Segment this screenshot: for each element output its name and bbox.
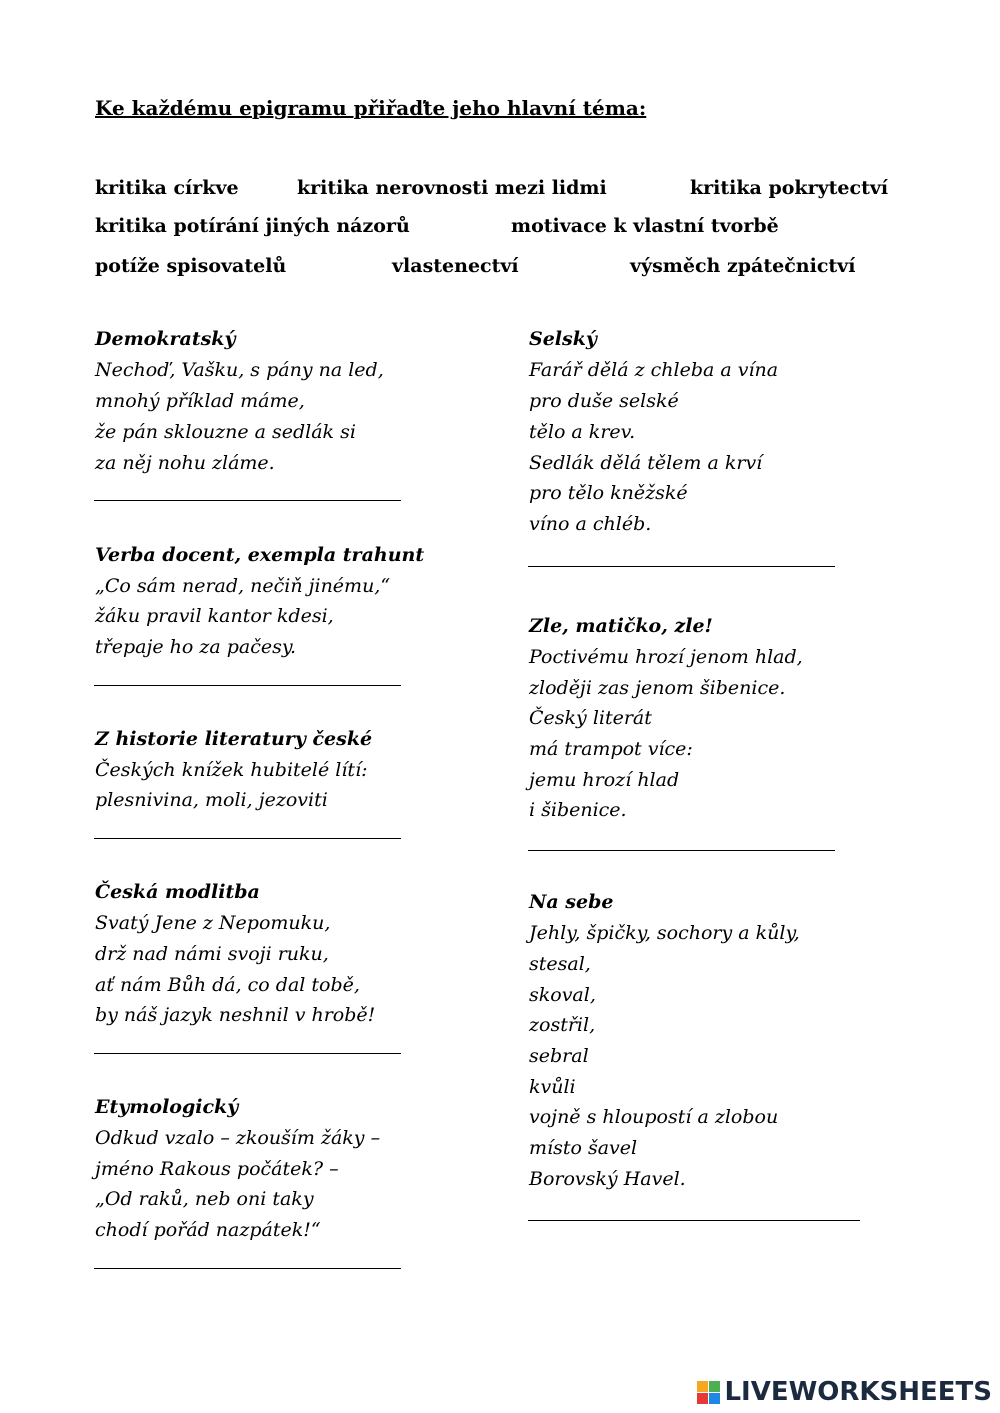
poem-title: Selský — [529, 328, 597, 350]
poem-line: Poctivému hrozí jenom hlad, — [529, 646, 803, 668]
poem-line: zostřil, — [529, 1014, 596, 1036]
option-vysmech: výsměch zpátečnictví — [630, 255, 856, 277]
option-kritika-pokrytectvi: kritika pokrytectví — [690, 177, 889, 199]
poem-line: sebral — [529, 1045, 589, 1067]
poem-line: plesnivina, moli, jezoviti — [95, 789, 328, 811]
poem-line: „Co sám nerad, nečiň jinému,“ — [95, 575, 391, 597]
poem-line: Odkud vzalo – zkouším žáky – — [95, 1127, 381, 1149]
logo-squares-icon — [697, 1381, 720, 1404]
poem-title: Na sebe — [529, 891, 614, 913]
poem-line: za něj nohu zláme. — [95, 452, 275, 474]
poem-line: Svatý Jene z Nepomuku, — [95, 912, 331, 934]
worksheet-heading: Ke každému epigramu přiřaďte jeho hlavní téma: — [95, 96, 647, 120]
poem-line: chodí pořád nazpátek!“ — [95, 1219, 321, 1241]
poem-title: Zle, matičko, zle! — [529, 615, 713, 637]
option-kritika-potirani: kritika potírání jiných názorů — [95, 215, 410, 237]
answer-blank[interactable] — [528, 1220, 860, 1221]
poem-line: „Od raků, neb oni taky — [95, 1188, 314, 1210]
option-vlastenectvi: vlastenectví — [392, 255, 519, 277]
poem-line: zloději zas jenom šibenice. — [529, 677, 786, 699]
poem-line: by náš jazyk neshnil v hrobě! — [95, 1004, 376, 1026]
option-potize-spisovatelu: potíže spisovatelů — [95, 255, 287, 277]
logo-square — [709, 1381, 720, 1392]
poem-line: tělo a krev. — [529, 421, 636, 443]
answer-blank[interactable] — [94, 1053, 401, 1054]
poem-line: místo šavel — [529, 1137, 638, 1159]
poem-title: Demokratský — [95, 328, 236, 350]
poem-line: že pán sklouzne a sedlák si — [95, 421, 356, 443]
option-kritika-cirkve: kritika církve — [95, 177, 239, 199]
answer-blank[interactable] — [94, 838, 401, 839]
option-motivace: motivace k vlastní tvorbě — [511, 215, 779, 237]
option-kritika-nerovnosti: kritika nerovnosti mezi lidmi — [297, 177, 607, 199]
poem-line: třepaje ho za pačesy. — [95, 636, 297, 658]
poem-line: drž nad námi svoji ruku, — [95, 943, 329, 965]
poem-line: i šibenice. — [529, 799, 627, 821]
answer-blank[interactable] — [528, 566, 835, 567]
poem-title: Verba docent, exempla trahunt — [95, 544, 425, 566]
logo-square — [697, 1381, 708, 1392]
logo-square — [709, 1393, 720, 1404]
poem-line: pro tělo kněžské — [529, 482, 688, 504]
poem-line: mnohý příklad máme, — [95, 390, 305, 412]
poem-line: Borovský Havel. — [529, 1168, 686, 1190]
poem-line: Farář dělá z chleba a vína — [529, 359, 779, 381]
poem-line: ať nám Bůh dá, co dal tobě, — [95, 974, 360, 996]
logo-square — [697, 1393, 708, 1404]
poem-line: má trampot více: — [529, 738, 693, 760]
poem-line: žáku pravil kantor kdesi, — [95, 605, 334, 627]
poem-line: Jehly, špičky, sochory a kůly, — [529, 922, 800, 944]
poem-line: pro duše selské — [529, 390, 679, 412]
liveworksheets-logo — [697, 1377, 992, 1407]
answer-blank[interactable] — [94, 1268, 401, 1269]
answer-blank[interactable] — [528, 850, 835, 851]
poem-line: Nechoď, Vašku, s pány na led, — [95, 359, 384, 381]
poem-line: víno a chléb. — [529, 513, 652, 535]
poem-line: Sedlák dělá tělem a krví — [529, 452, 763, 474]
poem-line: kvůli — [529, 1076, 576, 1098]
poem-title: Z historie literatury české — [95, 728, 373, 750]
poem-line: stesal, — [529, 953, 591, 975]
poem-line: jemu hrozí hlad — [529, 769, 680, 791]
poem-line: Českých knížek hubitelé lítí: — [95, 759, 368, 781]
poem-line: vojně s hloupostí a zlobou — [529, 1106, 779, 1128]
poem-line: jméno Rakous počátek? – — [95, 1158, 339, 1180]
poem-title: Česká modlitba — [95, 881, 260, 903]
poem-title: Etymologický — [95, 1096, 239, 1118]
answer-blank[interactable] — [94, 500, 401, 501]
logo-text: LIVEWORKSHEETS — [724, 1377, 992, 1407]
poem-line: Český literát — [529, 707, 652, 729]
poem-line: skoval, — [529, 984, 596, 1006]
answer-blank[interactable] — [94, 685, 401, 686]
